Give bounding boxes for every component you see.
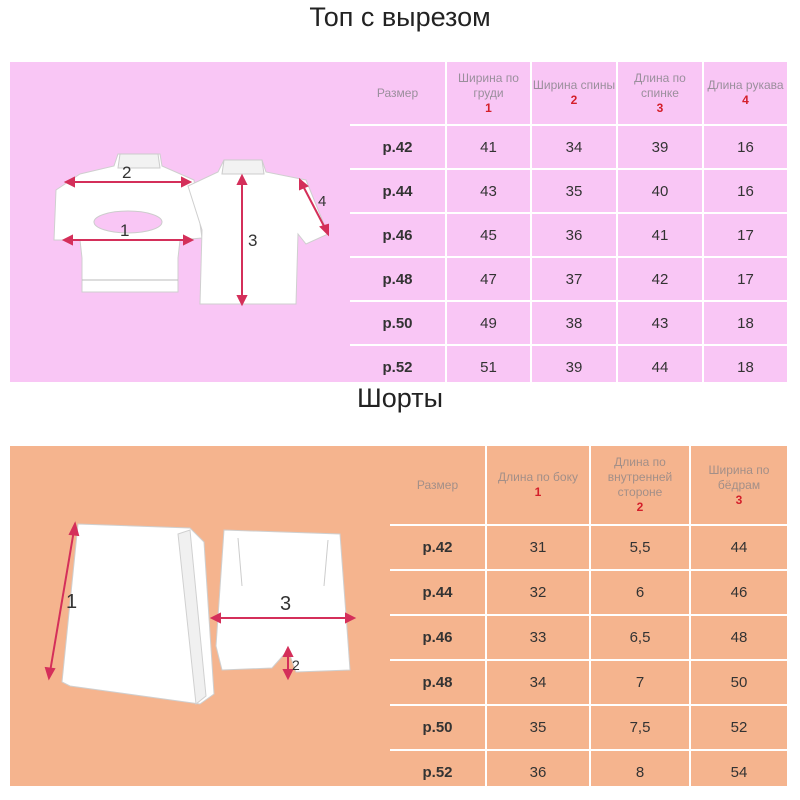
- table-row: р.50 35 7,5 52: [390, 705, 788, 750]
- top-title: Топ с вырезом: [309, 2, 491, 32]
- header-side-length: Длина по боку 1: [486, 446, 590, 525]
- top-size-table: [350, 62, 789, 390]
- table-row: р.50 49 38 43 18: [350, 301, 788, 345]
- shorts-size-table: [390, 446, 789, 796]
- table-row: р.42 41 34 39 16: [350, 125, 788, 169]
- label-2-shorts: 2: [292, 657, 300, 673]
- top-garment-illustration: [10, 62, 350, 382]
- header-sleeve-length: Длина рукава 4: [703, 62, 788, 125]
- shorts-garment-illustration: [10, 446, 390, 786]
- label-2-top: 2: [122, 163, 132, 182]
- table-row: р.48 47 37 42 17: [350, 257, 788, 301]
- header-size: Размер: [390, 446, 486, 525]
- skort-front-drawing: [62, 524, 214, 704]
- header-back-length: Длина по спинке 3: [617, 62, 703, 125]
- header-chest-width: Ширина по груди 1: [446, 62, 531, 125]
- table-header-row: [350, 62, 788, 125]
- top-size-panel: [10, 62, 788, 382]
- table-row: р.52 36 8 54: [390, 750, 788, 795]
- shorts-title: Шорты: [357, 383, 443, 413]
- label-4-top: 4: [318, 193, 327, 210]
- table-row: р.48 34 7 50: [390, 660, 788, 705]
- label-3-shorts: 3: [280, 593, 292, 615]
- shorts-size-panel: [10, 446, 788, 786]
- table-row: р.46 33 6,5 48: [390, 615, 788, 660]
- table-row: р.42 31 5,5 44: [390, 525, 788, 570]
- table-row: р.44 32 6 46: [390, 570, 788, 615]
- table-row: р.52 51 39 44 18: [350, 345, 788, 389]
- header-back-width: Ширина спины 2: [531, 62, 617, 125]
- label-3-top: 3: [248, 231, 258, 250]
- top-back-drawing: [188, 160, 328, 304]
- header-size: Размер: [350, 62, 446, 125]
- header-hip-width: Ширина по бёдрам 3: [690, 446, 788, 525]
- table-header-row: [390, 446, 788, 525]
- label-1-top: 1: [120, 221, 130, 240]
- label-1-shorts: 1: [66, 591, 78, 613]
- table-row: р.44 43 35 40 16: [350, 169, 788, 213]
- header-inseam-length: Длина по внутренней стороне 2: [590, 446, 690, 525]
- table-row: р.46 45 36 41 17: [350, 213, 788, 257]
